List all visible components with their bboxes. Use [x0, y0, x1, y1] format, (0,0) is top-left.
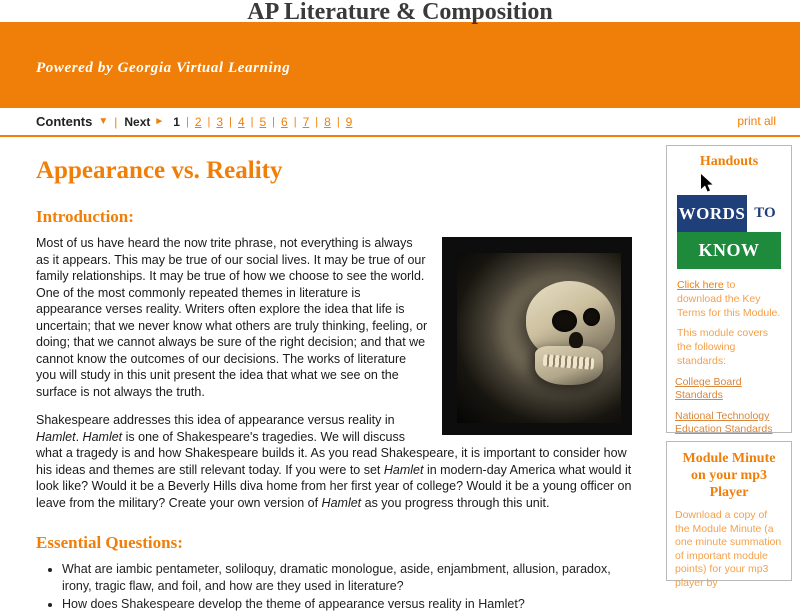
main-column	[0, 137, 660, 611]
handouts-title: Handouts	[699, 154, 759, 169]
essential-questions-list	[36, 561, 632, 613]
shakespeare-text-2: .	[75, 429, 83, 444]
nav-divider-1: |	[114, 114, 118, 129]
print-all-link[interactable]: print all	[737, 114, 776, 128]
page-divider-5: |	[272, 115, 276, 128]
standards-intro-text: This module covers the following standards:	[677, 327, 769, 367]
site-header	[0, 0, 800, 106]
module-minute-title: Module Minute on your mp3 Player	[682, 451, 776, 500]
page-divider-2: |	[207, 115, 211, 128]
module-minute-text: Download a copy of the Module Minute (a one minute summation of important module points) for your mp3 player by	[675, 509, 782, 589]
page-link-2[interactable]: 2	[194, 114, 202, 129]
page-link-6[interactable]: 6	[281, 114, 288, 129]
page-divider-1: |	[185, 115, 189, 128]
hamlet-title-2: Hamlet	[82, 429, 123, 444]
wtk-to-text: TO	[747, 195, 781, 232]
page-link-8[interactable]: 8	[324, 114, 331, 129]
click-here-rest: to download the Key Terms for this Module.	[677, 279, 781, 319]
introduction-block	[36, 235, 632, 400]
introduction-heading: Introduction:	[36, 207, 134, 226]
chevron-right-icon[interactable]: ►	[154, 116, 165, 127]
page-divider-7: |	[315, 115, 319, 128]
introduction-paragraph: Most of us have heard the now trite phrase, not everything is always as it appears. This may be true of our social lives. It may be true of our family relationships. It may be true of how we choose to see the world. One of the most commonly repeated themes in literature is appearance verses reality. Writers often explore the idea that life is uncertain; that we never know what others are truly thinking, feeling, or doing; that we cannot always be sure of the right decision; and that we cannot know the outcomes of our decisions. The works of literature you will study in this unit present the idea that what we see on the surface is not always the truth.	[36, 236, 428, 399]
wtk-words-text: WORDS	[677, 195, 747, 232]
essential-questions-heading: Essential Questions:	[36, 533, 183, 552]
hamlet-title-3: Hamlet	[383, 462, 424, 477]
shakespeare-text-4: in modern-day America what would it look like? Would it be a Beverly Hills diva home from her first year of college? Would it be a young officer on leave from the military? Create your own version of	[36, 462, 632, 510]
national-technology-standards-link[interactable]: National Technology Education Standards	[675, 410, 773, 435]
content-area	[0, 137, 800, 611]
wtk-know-text: KNOW	[677, 232, 781, 269]
hamlet-title-1: Hamlet	[36, 429, 76, 444]
list-item: • What are iambic pentameter, soliloquy, dramatic monologue, aside, enjambment, allusion, paradox, irony, tragic flaw, and foil, and how are they used in literature?	[62, 561, 632, 594]
page-link-7[interactable]: 7	[302, 114, 310, 129]
page-title: Appearance vs. Reality	[36, 157, 283, 184]
page-link-9[interactable]: 9	[345, 114, 353, 129]
college-board-standards-link[interactable]: College Board Standards	[675, 376, 742, 401]
contents-label[interactable]: Contents	[36, 114, 93, 129]
hamlet-title-4: Hamlet	[321, 495, 362, 510]
next-button[interactable]: Next	[124, 114, 151, 129]
page-divider-4: |	[250, 115, 254, 128]
chevron-down-icon[interactable]: ▼	[98, 116, 109, 127]
shakespeare-text-5: as you progress through this unit.	[361, 495, 550, 510]
page-divider-6: |	[293, 115, 297, 128]
key-terms-download-text	[677, 278, 781, 320]
list-item: • How does Shakespeare develop the theme of appearance versus reality in Hamlet?	[62, 596, 632, 613]
page-divider-8: |	[336, 115, 340, 128]
handouts-panel	[666, 145, 792, 433]
click-here-link[interactable]: Click here	[677, 279, 724, 291]
navbar-items	[36, 108, 353, 135]
page-link-4[interactable]: 4	[237, 114, 245, 129]
page-divider-3: |	[229, 115, 232, 128]
page-link-1[interactable]: 1	[173, 114, 180, 129]
shakespeare-text-3: is one of Shakespeare's tragedies. We will discuss what a tragedy is and how Shakespeare builds it. As you read Shakespeare, it is important to consider how his ideas and themes are still relevant today. If you were to set	[36, 429, 627, 477]
shakespeare-text-1: Shakespeare addresses this idea of appearance versus reality in	[36, 413, 395, 427]
sidebar	[660, 137, 800, 588]
course-title: AP Literature & Composition	[247, 0, 553, 25]
page-link-5[interactable]: 5	[259, 114, 267, 129]
module-navbar	[0, 106, 800, 137]
skull-photo	[442, 237, 632, 435]
module-minute-panel	[666, 441, 792, 589]
page-link-3[interactable]: 3	[216, 114, 224, 129]
powered-by-text: Powered by Georgia Virtual Learning	[36, 60, 291, 76]
words-to-know-image[interactable]	[676, 194, 782, 270]
